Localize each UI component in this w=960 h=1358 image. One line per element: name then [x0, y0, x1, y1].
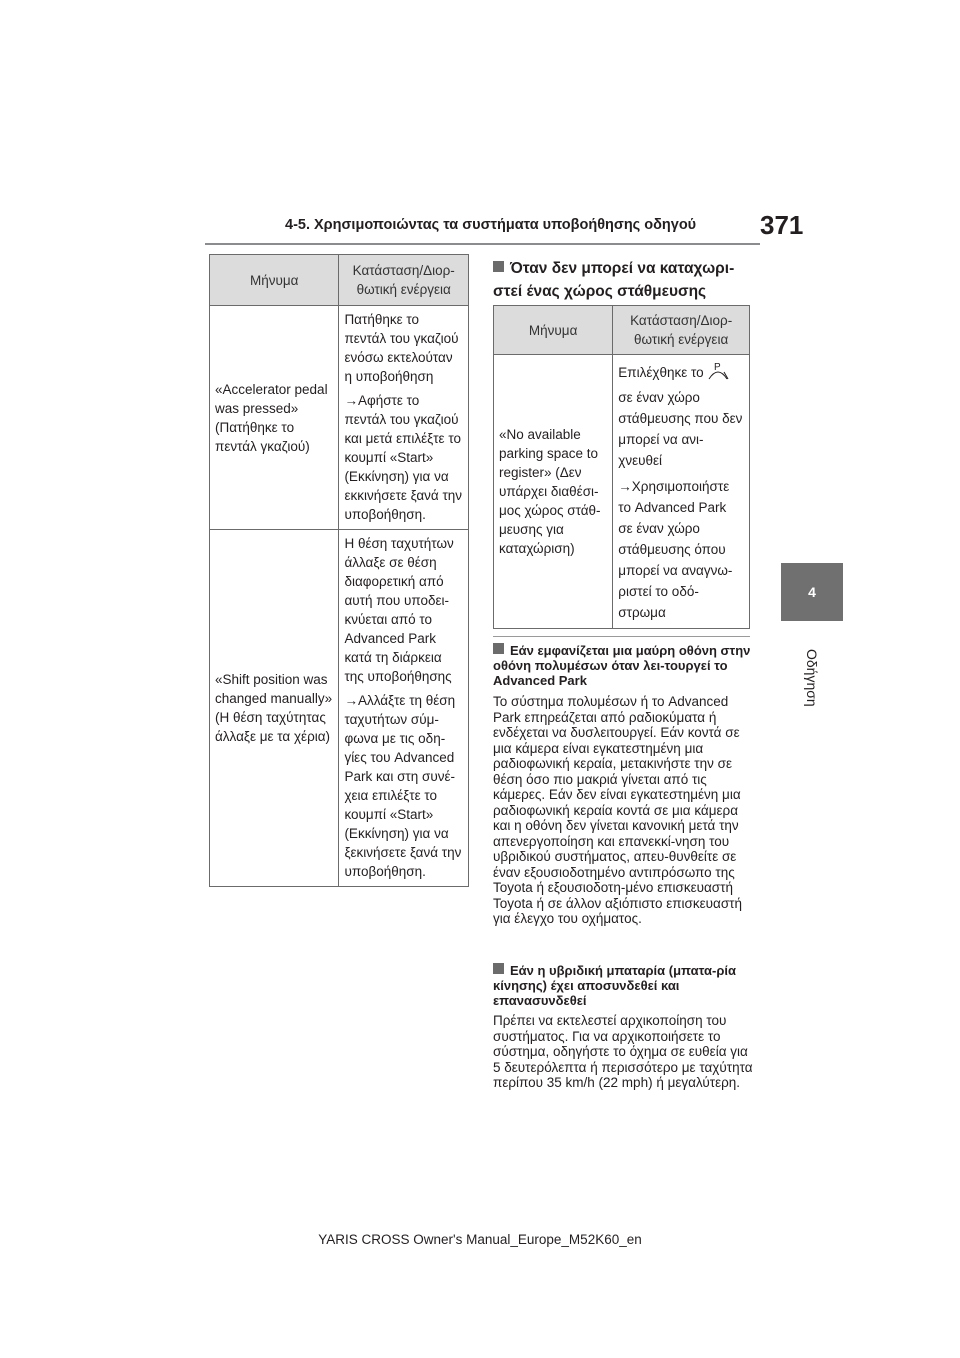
section-divider	[493, 636, 750, 637]
message-table-2	[493, 305, 750, 629]
message-table-1	[209, 254, 469, 887]
parking-register-icon	[707, 361, 729, 387]
note1-title-text: Εάν εμφανίζεται μια μαύρη οθόνη στην οθόνη πολυμέσων όταν λει-τουργεί το Advanced Park	[493, 643, 751, 688]
chapter-tab-number: 4	[808, 584, 816, 600]
table-row	[210, 530, 469, 887]
table2-row1-status-suffix: σε έναν χώρο στάθμευσης που δεν μπορεί να ανι-χνευθεί	[618, 390, 743, 468]
table1-row2-action: →Αλλάξτε τη θέση ταχυτήτων σύμ-φωνα με τις οδη-γίες του Advanced Park και στη συνέ-χεια επιλέξτε το κουμπί «Start» (Εκκίνηση) για να ξεκινήσετε ξανά την υποβοήθηση.	[344, 693, 462, 879]
table1-row1-status: Πατήθηκε το πεντάλ του γκαζιού ενόσω εκτελούταν η υποβοήθηση	[344, 312, 459, 384]
header-divider	[205, 243, 760, 245]
square-bullet-icon	[493, 261, 504, 272]
table1-row2-status: Η θέση ταχυτήτων άλλαξε σε θέση διαφορετική από αυτή που υποδει-κνύεται από το Advanced Park κατά τη διάρκεια της υποβοήθησης	[344, 536, 454, 684]
table2-header-status: Κατάσταση/Διορ-θωτική ενέργεια	[613, 306, 750, 355]
table2-row1-message: «No available parking space to register» (Δεν υπάρχει διαθέσι-μος χώρος στάθ-μευσης για καταχώριση)	[494, 355, 613, 629]
note2-title	[493, 963, 753, 1008]
table1-row2-message: «Shift position was changed manually» (Η θέση ταχύτητας άλλαξε με τα χέρια)	[210, 530, 339, 887]
chapter-tab	[781, 563, 843, 621]
page-number: 371	[760, 210, 804, 240]
note2-text: Πρέπει να εκτελεστεί αρχικοποίηση του συστήματος. Για να αρχικοποιήσετε το σύστημα, οδηγήστε το όχημα σε ευθεία για 5 δευτερόλεπτα ή περισσότερο με ταχύτητα περίπου 35 km/h (22 mph) ή μεγαλύτερη.	[493, 1013, 753, 1090]
square-bullet-icon	[493, 963, 504, 974]
table1-row1-message: «Accelerator pedal was pressed» (Πατήθηκε το πεντάλ γκαζιού)	[210, 306, 339, 530]
chapter-header-title: 4-5. Χρησιμοποιώντας τα συστήματα υποβοήθησης οδηγού	[285, 217, 697, 233]
table-row	[494, 355, 750, 629]
footer-text: YARIS CROSS Owner's Manual_Europe_M52K60_en	[318, 1232, 642, 1247]
note2-title-text: Εάν η υβριδική μπαταρία (μπατα-ρία κίνησης) έχει αποσυνδεθεί και επανασυνδεθεί	[493, 963, 737, 1008]
note1-title	[493, 643, 753, 688]
note1-text: Το σύστημα πολυμέσων ή το Advanced Park επηρεάζεται από ραδιοκύματα ή ενδέχεται να δυσλειτουργεί. Εάν κοντά σε μια κάμερα είναι εγκατεστημένη μια ραδιοφωνική κεραία, μετακινήστε την σε θέση όσο πιο μακριά γίνεται από τις κάμερες. Εάν δεν είναι εγκατεστημένη μια ραδιοφωνική κεραία κοντά σε μια κάμερα και η οθόνη δεν γίνεται κανονική μετά την απενεργοποίηση και επανεκκί-νηση του υβριδικού συστήματος, απευ-θυνθείτε σε έναν εξουσιοδοτημένο αντιπρόσωπο της Toyota ή εξουσιοδοτη-μένο επισκευαστή Toyota ή σε άλλον αξιόπιστο επισκευαστή για έλεγχο του οχήματος.	[493, 694, 742, 926]
table1-header-message: Μήνυμα	[210, 255, 339, 306]
chapter-tab-label: Οδήγηση	[804, 649, 820, 707]
table-row	[210, 306, 469, 530]
section-heading	[493, 257, 753, 303]
table2-row1-status-prefix: Επιλέχθηκε το	[618, 365, 704, 380]
table2-header-message: Μήνυμα	[494, 306, 613, 355]
section-heading-text: Όταν δεν μπορεί να καταχωρι-στεί ένας χώρος στάθμευσης	[493, 260, 735, 300]
table2-row1-action: →Χρησιμοποιήστε το Advanced Park σε έναν χώρο στάθμευσης όπου μπορεί να αναγνω-ριστεί το οδό-στρωμα	[618, 479, 733, 620]
table1-row1-action: →Αφήστε το πεντάλ του γκαζιού και μετά επιλέξτε το κουμπί «Start» (Εκκίνηση) για να εκκινήσετε ξανά την υποβοήθηση.	[344, 393, 463, 522]
square-bullet-icon	[493, 643, 504, 654]
svg-text:P: P	[714, 362, 722, 373]
table1-header-status: Κατάσταση/Διορ-θωτική ενέργεια	[339, 255, 469, 306]
